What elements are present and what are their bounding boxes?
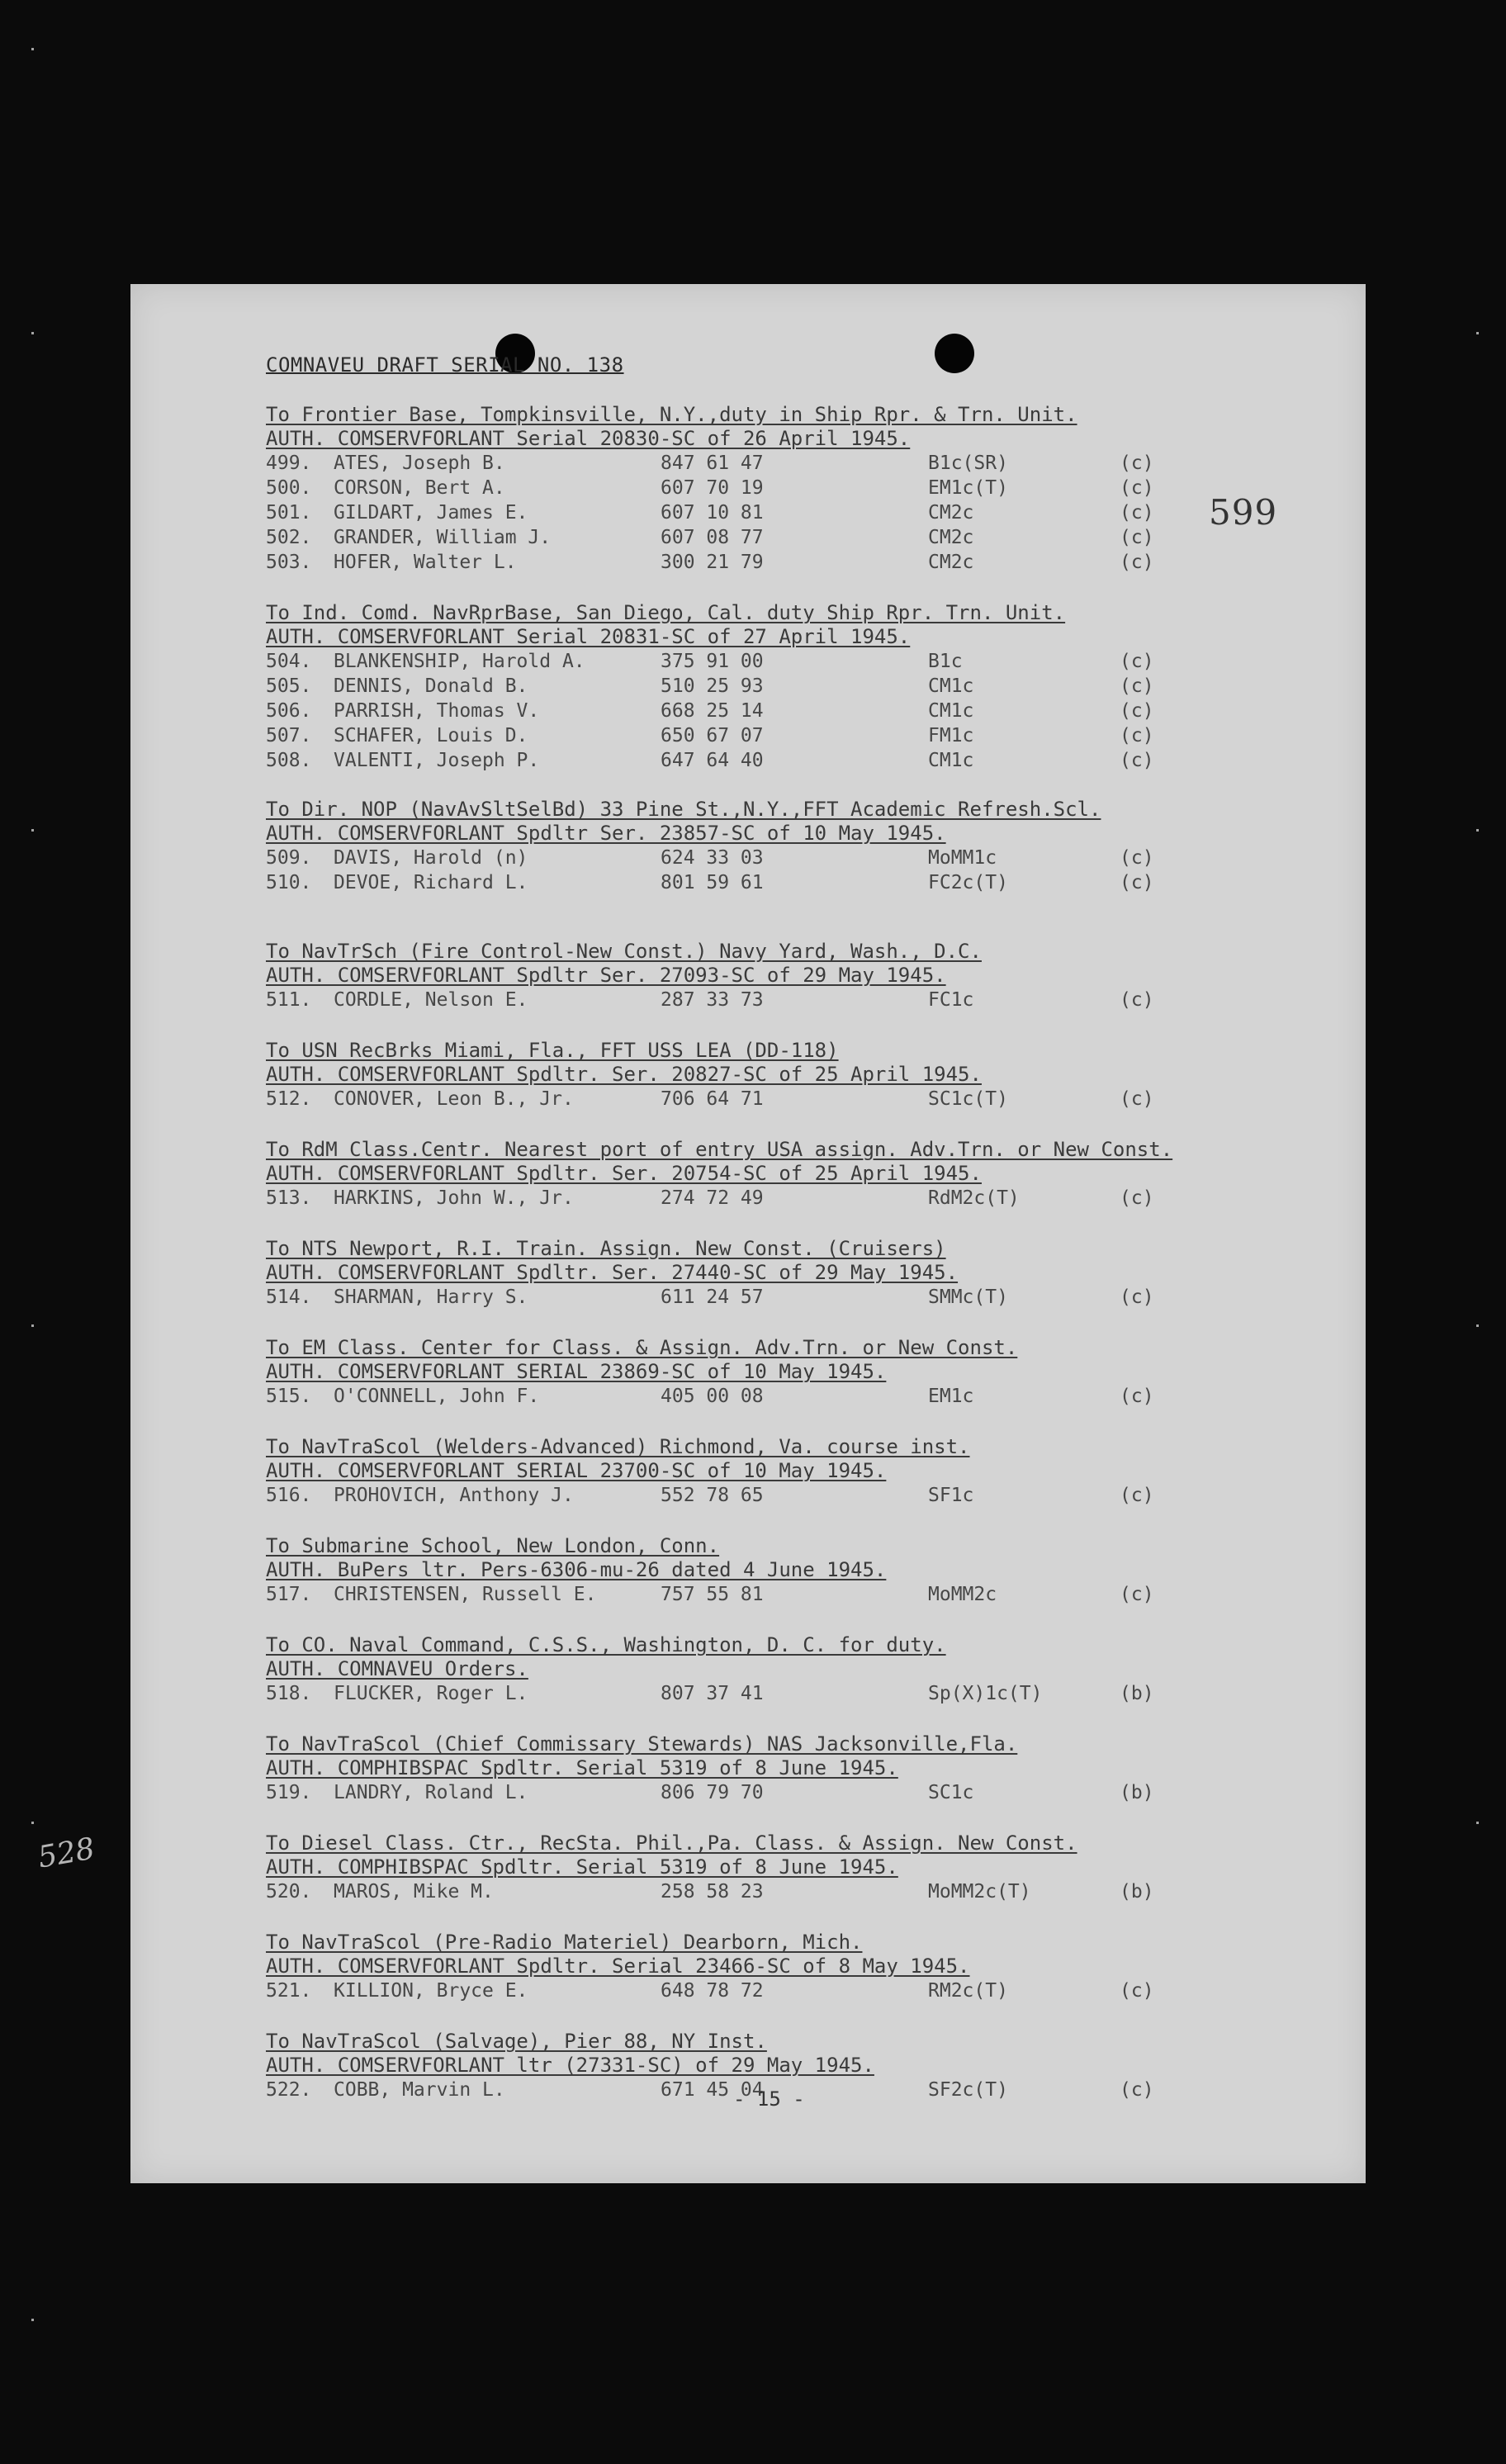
entry-name: VALENTI, Joseph P. bbox=[334, 750, 540, 771]
draft-section bbox=[266, 1039, 1339, 1111]
draft-section bbox=[266, 601, 1339, 773]
entry-rate: Sp(X)1c(T) bbox=[928, 1683, 1043, 1704]
entry-number: 501. bbox=[266, 502, 312, 524]
entry-code: (b) bbox=[1120, 1683, 1154, 1704]
entry-code: (c) bbox=[1120, 1584, 1154, 1605]
entry-code: (c) bbox=[1120, 453, 1154, 474]
entry-rate: FC1c bbox=[928, 989, 974, 1011]
entry-rate: EM1c bbox=[928, 1386, 974, 1407]
section-destination: To Frontier Base, Tompkinsville, N.Y.,duty in Ship Rpr. & Trn. Unit. bbox=[266, 403, 1077, 426]
entry-rate: CM1c bbox=[928, 700, 974, 722]
section-destination: To CO. Naval Command, C.S.S., Washington, D. C. for duty. bbox=[266, 1633, 946, 1656]
entry-number: 521. bbox=[266, 1980, 312, 2002]
entry-service-number: 510 25 93 bbox=[661, 675, 764, 697]
corner-note: 528 bbox=[35, 1831, 97, 1875]
personnel-entry bbox=[266, 748, 1339, 773]
section-authority: AUTH. COMSERVFORLANT Spdltr Ser. 23857-SC of 10 May 1945. bbox=[266, 822, 946, 845]
entry-name: COBB, Marvin L. bbox=[334, 2079, 505, 2101]
entry-rate: CM2c bbox=[928, 502, 974, 524]
entry-number: 503. bbox=[266, 552, 312, 573]
section-destination: To Dir. NOP (NavAvSltSelBd) 33 Pine St.,N.Y.,FFT Academic Refresh.Scl. bbox=[266, 798, 1101, 821]
entry-service-number: 801 59 61 bbox=[661, 872, 764, 893]
entry-service-number: 847 61 47 bbox=[661, 453, 764, 474]
entry-rate: CM2c bbox=[928, 552, 974, 573]
entry-rate: B1c bbox=[928, 651, 963, 672]
entry-rate: SC1c bbox=[928, 1782, 974, 1803]
entry-number: 512. bbox=[266, 1088, 312, 1110]
entry-name: SCHAFER, Louis D. bbox=[334, 725, 528, 746]
scan-mark bbox=[31, 332, 34, 334]
entry-number: 505. bbox=[266, 675, 312, 697]
entry-code: (c) bbox=[1120, 552, 1154, 573]
entry-name: BLANKENSHIP, Harold A. bbox=[334, 651, 585, 672]
section-destination: To RdM Class.Centr. Nearest port of entry USA assign. Adv.Trn. or New Const. bbox=[266, 1138, 1173, 1161]
entry-service-number: 668 25 14 bbox=[661, 700, 764, 722]
section-destination: To NavTraScol (Pre-Radio Materiel) Dearborn, Mich. bbox=[266, 1931, 863, 1954]
entry-rate: SF2c(T) bbox=[928, 2079, 1008, 2101]
entry-service-number: 624 33 03 bbox=[661, 847, 764, 869]
personnel-entry bbox=[266, 846, 1339, 870]
entry-number: 517. bbox=[266, 1584, 312, 1605]
entry-rate: MoMM2c(T) bbox=[928, 1881, 1031, 1902]
entry-code: (c) bbox=[1120, 847, 1154, 869]
entry-name: O'CONNELL, John F. bbox=[334, 1386, 540, 1407]
personnel-entry bbox=[266, 699, 1339, 723]
entry-service-number: 650 67 07 bbox=[661, 725, 764, 746]
entry-rate: SC1c(T) bbox=[928, 1088, 1008, 1110]
entry-name: GILDART, James E. bbox=[334, 502, 528, 524]
entry-code: (c) bbox=[1120, 502, 1154, 524]
entry-rate: CM2c bbox=[928, 527, 974, 548]
entry-service-number: 607 08 77 bbox=[661, 527, 764, 548]
entry-rate: CM1c bbox=[928, 675, 974, 697]
stamp-number: 599 bbox=[1209, 492, 1278, 533]
entry-code: (c) bbox=[1120, 1088, 1154, 1110]
entry-rate: MoMM2c bbox=[928, 1584, 997, 1605]
draft-section bbox=[266, 1138, 1339, 1211]
entry-service-number: 607 10 81 bbox=[661, 502, 764, 524]
entry-service-number: 405 00 08 bbox=[661, 1386, 764, 1407]
entry-name: SHARMAN, Harry S. bbox=[334, 1286, 528, 1308]
entry-number: 520. bbox=[266, 1881, 312, 1902]
personnel-entry bbox=[266, 1186, 1339, 1211]
personnel-entry bbox=[266, 1087, 1339, 1111]
entry-name: CORDLE, Nelson E. bbox=[334, 989, 528, 1011]
entry-service-number: 706 64 71 bbox=[661, 1088, 764, 1110]
section-authority: AUTH. COMNAVEU Orders. bbox=[266, 1657, 528, 1680]
entry-rate: RM2c(T) bbox=[928, 1980, 1008, 2002]
personnel-entry bbox=[266, 550, 1339, 575]
entry-service-number: 300 21 79 bbox=[661, 552, 764, 573]
entry-code: (c) bbox=[1120, 527, 1154, 548]
document-page bbox=[130, 284, 1366, 2183]
entry-code: (c) bbox=[1120, 1980, 1154, 2002]
entry-code: (b) bbox=[1120, 1782, 1154, 1803]
scan-mark bbox=[31, 2319, 34, 2321]
entry-code: (c) bbox=[1120, 675, 1154, 697]
entry-service-number: 375 91 00 bbox=[661, 651, 764, 672]
entry-name: DAVIS, Harold (n) bbox=[334, 847, 528, 869]
personnel-entry bbox=[266, 1384, 1339, 1409]
entry-code: (c) bbox=[1120, 1286, 1154, 1308]
page-number: - 15 - bbox=[733, 2087, 805, 2111]
personnel-entry bbox=[266, 1978, 1339, 2003]
entry-code: (c) bbox=[1120, 1386, 1154, 1407]
punch-hole-right bbox=[935, 334, 974, 373]
section-destination: To NavTraScol (Chief Commissary Stewards) NAS Jacksonville,Fla. bbox=[266, 1732, 1018, 1756]
personnel-entry bbox=[266, 1780, 1339, 1805]
personnel-entry bbox=[266, 988, 1339, 1012]
entry-number: 506. bbox=[266, 700, 312, 722]
section-destination: To USN RecBrks Miami, Fla., FFT USS LEA (DD-118) bbox=[266, 1039, 839, 1062]
entry-name: CHRISTENSEN, Russell E. bbox=[334, 1584, 597, 1605]
section-destination: To NavTrSch (Fire Control-New Const.) Navy Yard, Wash., D.C. bbox=[266, 940, 982, 963]
entry-rate: SMMc(T) bbox=[928, 1286, 1008, 1308]
draft-section bbox=[266, 940, 1339, 1012]
entry-number: 514. bbox=[266, 1286, 312, 1308]
entry-service-number: 287 33 73 bbox=[661, 989, 764, 1011]
section-authority: AUTH. COMSERVFORLANT Serial 20830-SC of 26 April 1945. bbox=[266, 427, 911, 450]
scan-mark bbox=[31, 829, 34, 832]
entry-service-number: 671 45 04 bbox=[661, 2079, 764, 2101]
draft-section bbox=[266, 1435, 1339, 1508]
section-authority: AUTH. COMPHIBSPAC Spdltr. Serial 5319 of 8 June 1945. bbox=[266, 1756, 898, 1779]
scan-mark bbox=[1476, 332, 1479, 334]
entry-service-number: 807 37 41 bbox=[661, 1683, 764, 1704]
entry-number: 502. bbox=[266, 527, 312, 548]
entry-number: 519. bbox=[266, 1782, 312, 1803]
entry-number: 522. bbox=[266, 2079, 312, 2101]
entry-name: GRANDER, William J. bbox=[334, 527, 552, 548]
entry-rate: FM1c bbox=[928, 725, 974, 746]
entry-service-number: 648 78 72 bbox=[661, 1980, 764, 2002]
draft-section bbox=[266, 1534, 1339, 1607]
scan-mark bbox=[31, 1822, 34, 1824]
entry-code: (c) bbox=[1120, 750, 1154, 771]
document-header: COMNAVEU DRAFT SERIAL NO. 138 bbox=[266, 353, 624, 377]
section-destination: To NavTraScol (Welders-Advanced) Richmond, Va. course inst. bbox=[266, 1435, 970, 1458]
personnel-entry bbox=[266, 723, 1339, 748]
entry-number: 516. bbox=[266, 1485, 312, 1506]
entry-service-number: 552 78 65 bbox=[661, 1485, 764, 1506]
draft-section bbox=[266, 1336, 1339, 1409]
section-destination: To NavTraScol (Salvage), Pier 88, NY Inst. bbox=[266, 2030, 767, 2053]
personnel-entry bbox=[266, 525, 1339, 550]
entry-name: DENNIS, Donald B. bbox=[334, 675, 528, 697]
personnel-entry bbox=[266, 1582, 1339, 1607]
section-authority: AUTH. COMSERVFORLANT Serial 20831-SC of 27 April 1945. bbox=[266, 625, 911, 648]
personnel-entry bbox=[266, 1681, 1339, 1706]
entry-service-number: 258 58 23 bbox=[661, 1881, 764, 1902]
personnel-entry bbox=[266, 1879, 1339, 1904]
draft-section bbox=[266, 1237, 1339, 1310]
entry-service-number: 757 55 81 bbox=[661, 1584, 764, 1605]
draft-section bbox=[266, 1732, 1339, 1805]
entry-code: (c) bbox=[1120, 1187, 1154, 1209]
entry-number: 504. bbox=[266, 651, 312, 672]
entry-rate: B1c(SR) bbox=[928, 453, 1008, 474]
entry-code: (c) bbox=[1120, 989, 1154, 1011]
personnel-entry bbox=[266, 500, 1339, 525]
personnel-entry bbox=[266, 1285, 1339, 1310]
section-authority: AUTH. COMSERVFORLANT ltr (27331-SC) of 29 May 1945. bbox=[266, 2054, 874, 2077]
section-authority: AUTH. COMSERVFORLANT SERIAL 23869-SC of 10 May 1945. bbox=[266, 1360, 887, 1383]
entry-code: (c) bbox=[1120, 700, 1154, 722]
entry-rate: RdM2c(T) bbox=[928, 1187, 1020, 1209]
entry-rate: FC2c(T) bbox=[928, 872, 1008, 893]
entry-code: (c) bbox=[1120, 477, 1154, 499]
section-authority: AUTH. COMSERVFORLANT Spdltr. Ser. 20754-SC of 25 April 1945. bbox=[266, 1162, 982, 1185]
scan-mark bbox=[31, 1324, 34, 1327]
draft-section bbox=[266, 798, 1339, 895]
entry-name: CONOVER, Leon B., Jr. bbox=[334, 1088, 574, 1110]
section-authority: AUTH. COMSERVFORLANT Spdltr Ser. 27093-SC of 29 May 1945. bbox=[266, 964, 946, 987]
section-authority: AUTH. COMPHIBSPAC Spdltr. Serial 5319 of 8 June 1945. bbox=[266, 1855, 898, 1879]
entry-service-number: 647 64 40 bbox=[661, 750, 764, 771]
section-destination: To Ind. Comd. NavRprBase, San Diego, Cal. duty Ship Rpr. Trn. Unit. bbox=[266, 601, 1066, 624]
entry-name: PROHOVICH, Anthony J. bbox=[334, 1485, 574, 1506]
scan-mark bbox=[1476, 1822, 1479, 1824]
section-authority: AUTH. COMSERVFORLANT Spdltr. Ser. 27440-SC of 29 May 1945. bbox=[266, 1261, 959, 1284]
entry-code: (c) bbox=[1120, 1485, 1154, 1506]
entry-name: HOFER, Walter L. bbox=[334, 552, 517, 573]
personnel-entry bbox=[266, 451, 1339, 476]
entry-number: 499. bbox=[266, 453, 312, 474]
entry-code: (b) bbox=[1120, 1881, 1154, 1902]
entry-number: 500. bbox=[266, 477, 312, 499]
scan-mark bbox=[31, 48, 34, 50]
entry-number: 511. bbox=[266, 989, 312, 1011]
entry-name: LANDRY, Roland L. bbox=[334, 1782, 528, 1803]
entry-number: 513. bbox=[266, 1187, 312, 1209]
personnel-entry bbox=[266, 1483, 1339, 1508]
entry-number: 515. bbox=[266, 1386, 312, 1407]
section-destination: To Diesel Class. Ctr., RecSta. Phil.,Pa. Class. & Assign. New Const. bbox=[266, 1831, 1077, 1855]
entry-code: (c) bbox=[1120, 725, 1154, 746]
draft-section bbox=[266, 1633, 1339, 1706]
personnel-entry bbox=[266, 476, 1339, 500]
section-destination: To NTS Newport, R.I. Train. Assign. New Const. (Cruisers) bbox=[266, 1237, 946, 1260]
personnel-entry bbox=[266, 674, 1339, 699]
section-destination: To Submarine School, New London, Conn. bbox=[266, 1534, 720, 1557]
scan-mark bbox=[1476, 1324, 1479, 1327]
entry-name: KILLION, Bryce E. bbox=[334, 1980, 528, 2002]
personnel-entry bbox=[266, 649, 1339, 674]
section-authority: AUTH. BuPers ltr. Pers-6306-mu-26 dated 4 June 1945. bbox=[266, 1558, 887, 1581]
entry-number: 510. bbox=[266, 872, 312, 893]
entry-number: 508. bbox=[266, 750, 312, 771]
scan-mark bbox=[1476, 829, 1479, 832]
entry-rate: MoMM1c bbox=[928, 847, 997, 869]
entry-rate: CM1c bbox=[928, 750, 974, 771]
entry-name: FLUCKER, Roger L. bbox=[334, 1683, 528, 1704]
entry-number: 509. bbox=[266, 847, 312, 869]
section-authority: AUTH. COMSERVFORLANT Spdltr. Serial 23466-SC of 8 May 1945. bbox=[266, 1955, 970, 1978]
entry-name: MAROS, Mike M. bbox=[334, 1881, 494, 1902]
entry-rate: SF1c bbox=[928, 1485, 974, 1506]
entry-code: (c) bbox=[1120, 872, 1154, 893]
section-authority: AUTH. COMSERVFORLANT SERIAL 23700-SC of 10 May 1945. bbox=[266, 1459, 887, 1482]
entry-code: (c) bbox=[1120, 2079, 1154, 2101]
entry-rate: EM1c(T) bbox=[928, 477, 1008, 499]
entry-name: DEVOE, Richard L. bbox=[334, 872, 528, 893]
entry-name: ATES, Joseph B. bbox=[334, 453, 505, 474]
draft-section bbox=[266, 1831, 1339, 1904]
entry-service-number: 274 72 49 bbox=[661, 1187, 764, 1209]
entry-number: 507. bbox=[266, 725, 312, 746]
entry-number: 518. bbox=[266, 1683, 312, 1704]
entry-service-number: 806 79 70 bbox=[661, 1782, 764, 1803]
entry-name: HARKINS, John W., Jr. bbox=[334, 1187, 574, 1209]
draft-section bbox=[266, 403, 1339, 575]
section-authority: AUTH. COMSERVFORLANT Spdltr. Ser. 20827-SC of 25 April 1945. bbox=[266, 1063, 982, 1086]
entry-service-number: 607 70 19 bbox=[661, 477, 764, 499]
entry-name: CORSON, Bert A. bbox=[334, 477, 505, 499]
entry-service-number: 611 24 57 bbox=[661, 1286, 764, 1308]
entry-name: PARRISH, Thomas V. bbox=[334, 700, 540, 722]
personnel-entry bbox=[266, 870, 1339, 895]
draft-section bbox=[266, 1931, 1339, 2003]
section-destination: To EM Class. Center for Class. & Assign. Adv.Trn. or New Const. bbox=[266, 1336, 1018, 1359]
entry-code: (c) bbox=[1120, 651, 1154, 672]
